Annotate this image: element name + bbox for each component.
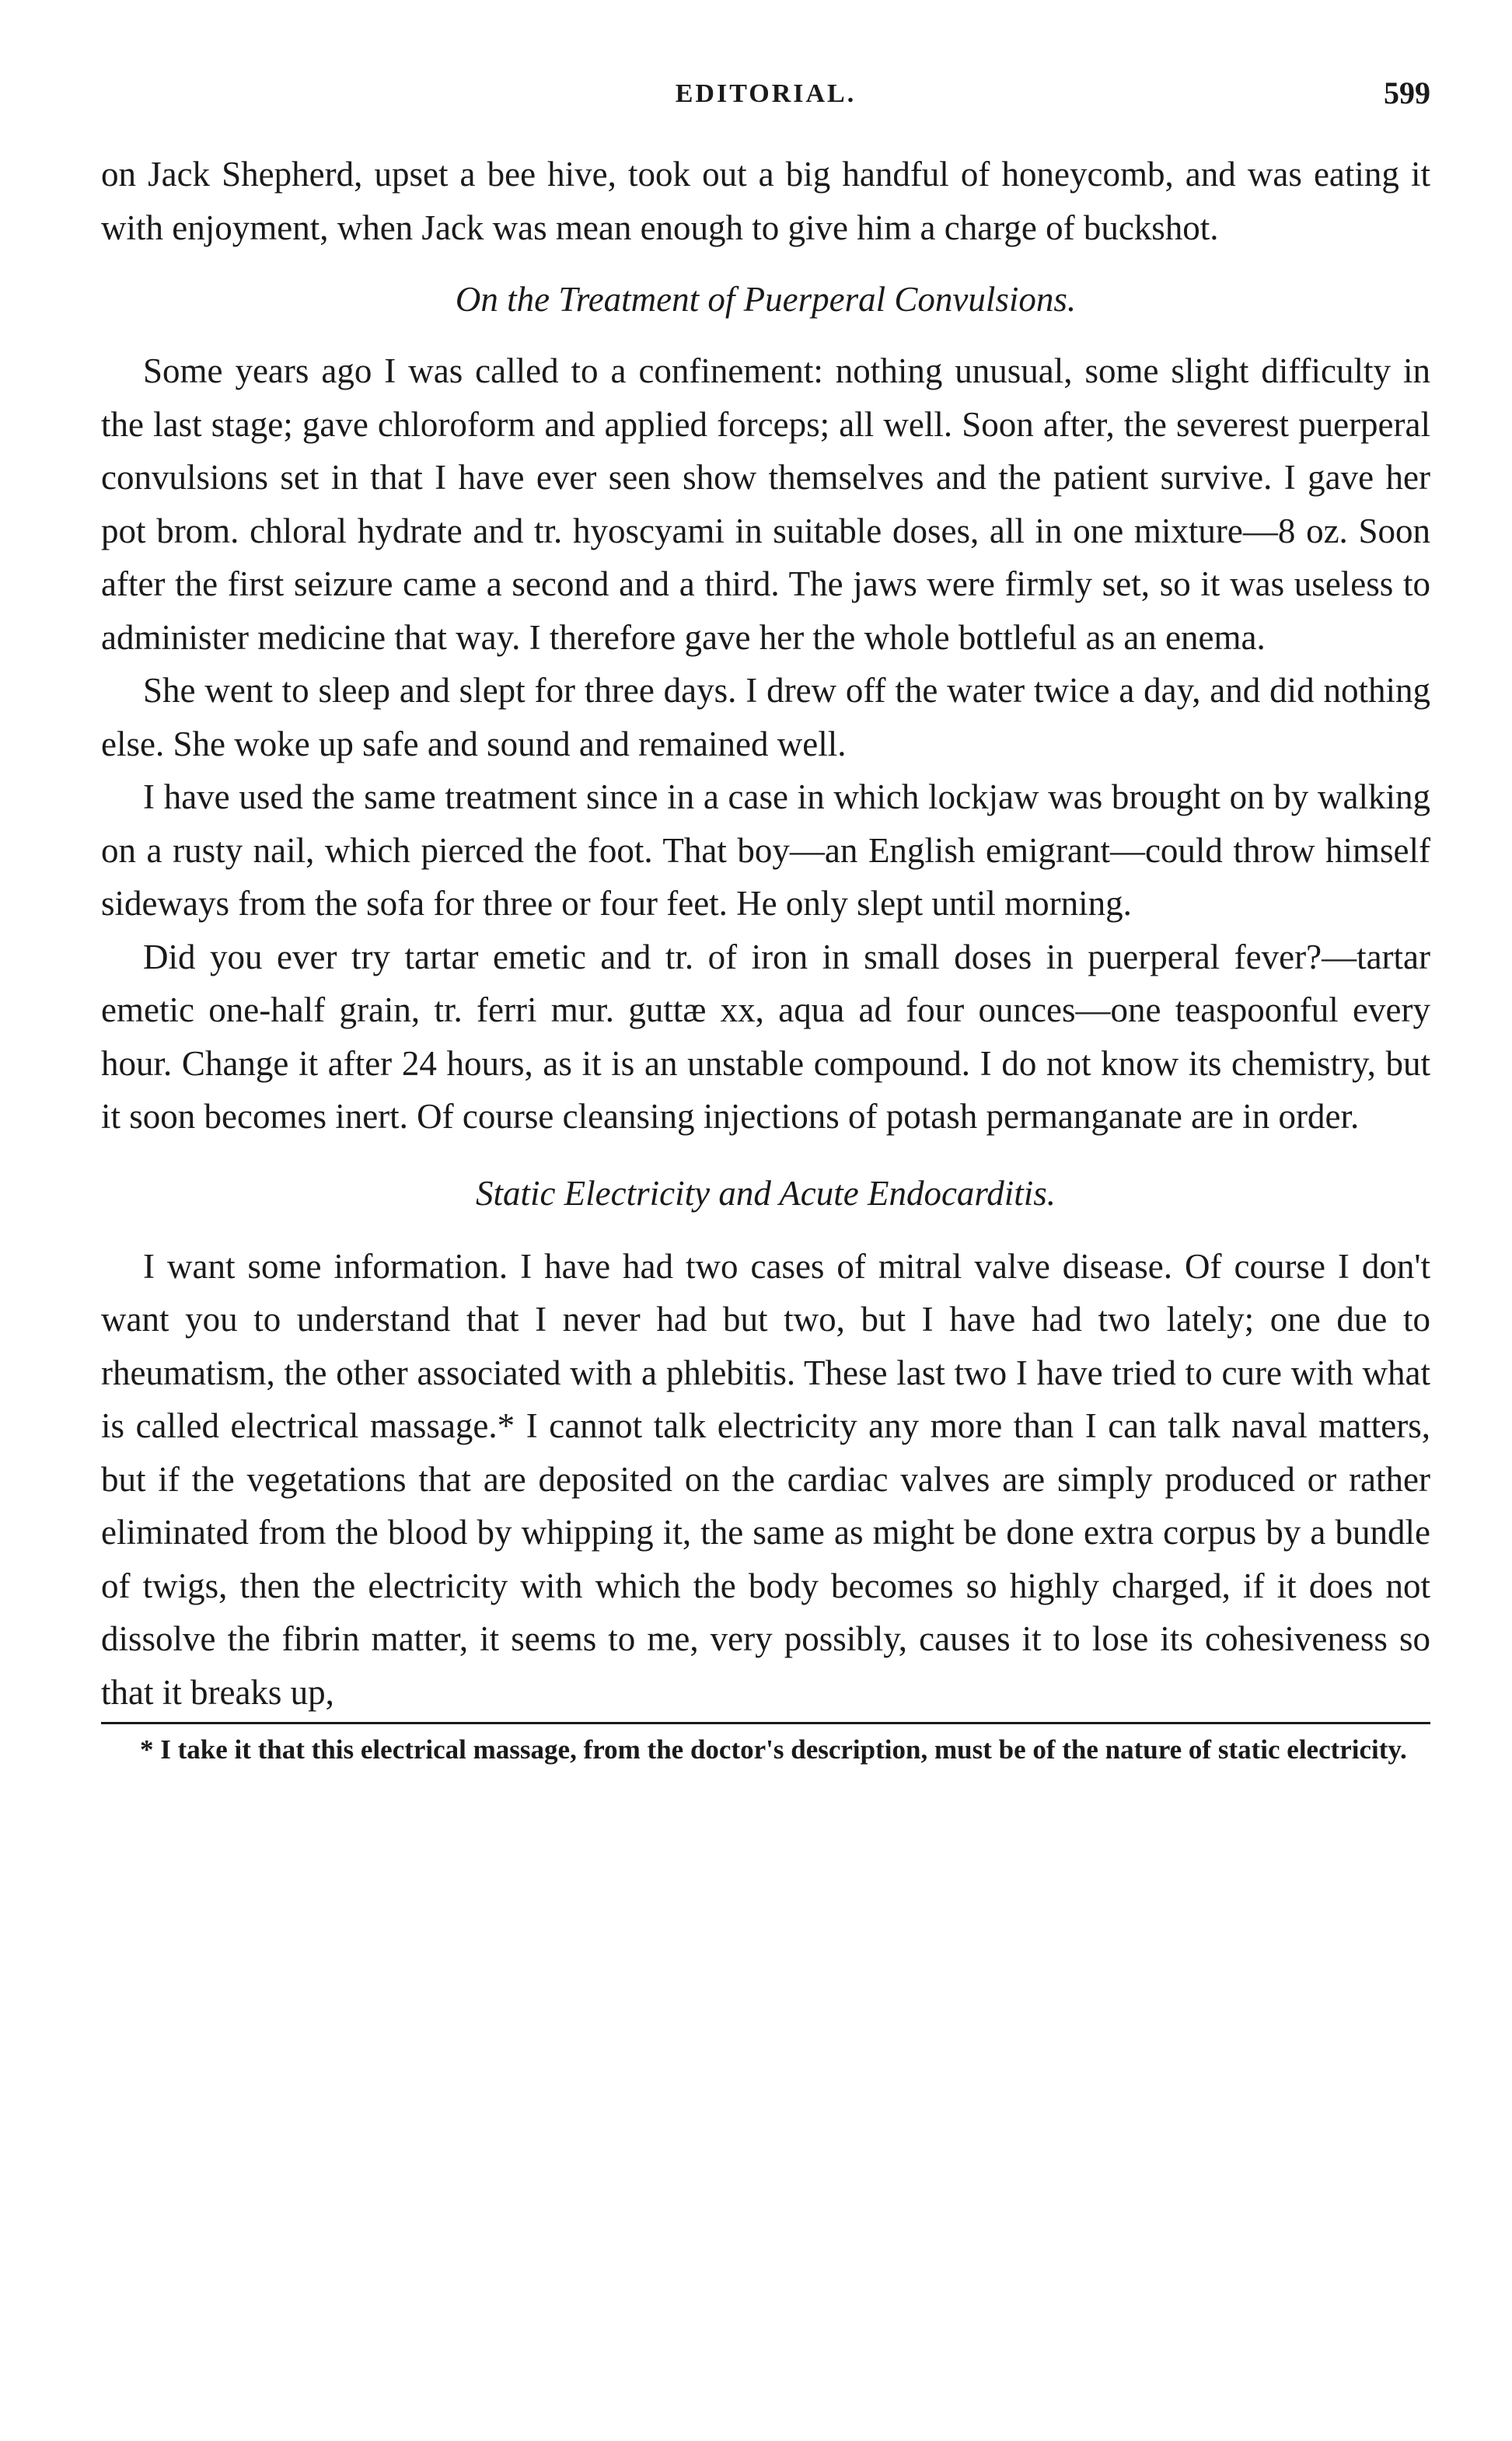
page [101, 70, 1430, 1769]
section-title-puerperal-convulsions: On the Treatment of Puerperal Convulsions. [455, 280, 1077, 319]
running-title: EDITORIAL. [675, 79, 857, 108]
paragraph: Some years ago I was called to a confinement: nothing unusual, some slight difficulty in the last stage; gave chloroform and applied forceps; all well. Soon after, the severest puerperal convulsions set in that I have ever seen show themselves and the patient survive. I gave her pot brom. chloral hydrate and tr. hyoscyami in suitable doses, all in one mixture—8 oz. Soon after the first seizure came a second and a third. The jaws were firmly set, so it was useless to administer medicine that way. I therefore gave her the whole bottleful as an enema. [101, 351, 1430, 657]
paragraph: Did you ever try tartar emetic and tr. of iron in small doses in puerperal fever?—tartar emetic one-half grain, tr. ferri mur. guttæ xx, aqua ad four ounces—one teaspoonful every hour. Change it after 24 hours, as it is an unstable compound. I do not know its chemistry, but it soon becomes inert. Of course cleansing injections of potash permanganate are in order. [101, 937, 1430, 1136]
footnote-divider [101, 1722, 1430, 1724]
continuation-paragraph: on Jack Shepherd, upset a bee hive, took out a big handful of honeycomb, and was eating it with enjoyment, when Jack was mean enough to give him a charge of buckshot. [101, 155, 1430, 247]
running-head [101, 70, 1430, 117]
paragraph: I have used the same treatment since in a case in which lockjaw was brought on by walking on a rusty nail, which pierced the foot. That boy—an English emigrant—could throw himself sideways from the sofa for three or four feet. He only slept until morning. [101, 777, 1430, 923]
paragraph: I want some information. I have had two cases of mitral valve disease. Of course I don't want you to understand that I never had but two, but I have had two lately; one due to rheumatism, the other associated with a phlebitis. These last two I have tried to cure with what is called electrical massage.* I cannot talk electricity any more than I can talk naval matters, but if the vegetations that are deposited on the cardiac valves are simply produced or rather eliminated from the blood by whipping it, the same as might be done extra corpus by a bundle of twigs, then the electricity with which the body becomes so highly charged, if it does not dissolve the fibrin matter, it seems to me, very possibly, causes it to lose its cohesiveness so that it breaks up, [101, 1246, 1430, 1712]
footnote: * I take it that this electrical massage, from the doctor's description, must be of the nature of static electricity. [140, 1734, 1407, 1765]
page-number: 599 [1384, 75, 1430, 110]
paragraph: She went to sleep and slept for three days. I drew off the water twice a day, and did nothing else. She woke up safe and sound and remained well. [101, 671, 1430, 763]
section-title-static-electricity: Static Electricity and Acute Endocarditis. [475, 1173, 1056, 1213]
